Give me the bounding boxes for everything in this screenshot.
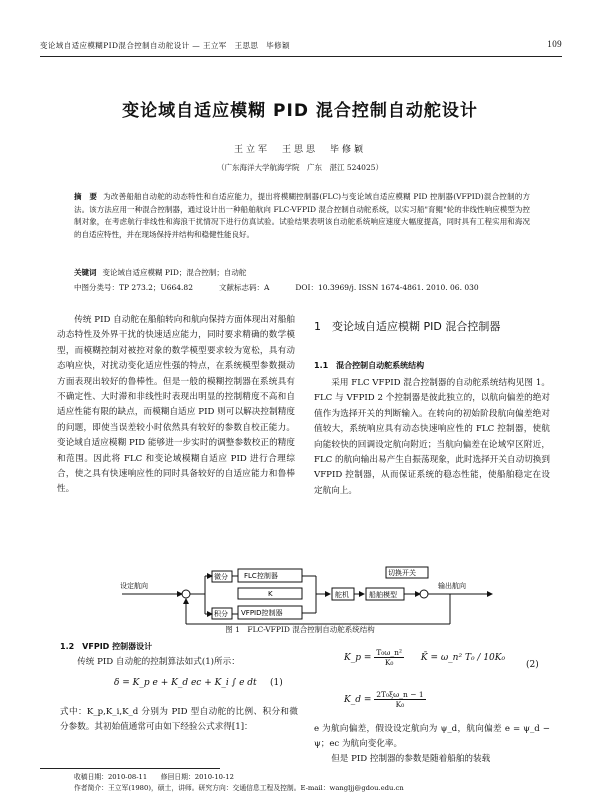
continuation-paragraph: 但是 PID 控制器的参数是随着船舶的装载 (331, 754, 491, 764)
abstract (74, 191, 530, 241)
subsection-heading: 1.2 VFPID 控制器设计 (60, 642, 153, 651)
paper-title: 变论域自适应模糊 PID 混合控制自动舵设计 (122, 101, 478, 121)
page-number: 109 (547, 39, 562, 49)
running-header (40, 40, 562, 51)
doi: DOI：10.3969/j. ISSN 1674-4861. 2010. 06. 030 (295, 283, 479, 292)
authors: 王立军 王思思 毕修颖 (233, 145, 366, 155)
block-flc-label: FLC控制器 (244, 572, 278, 580)
footnote-rule (40, 768, 220, 769)
classification-line (74, 282, 530, 293)
kbar: K̄ = ω_n² T₀ / 10K₀ (420, 653, 506, 663)
equation-1-number: (1) (270, 678, 283, 688)
block-gain-label: K (268, 590, 273, 598)
affiliation: （广东海洋大学航海学院 广东 湛江 524025） (216, 163, 383, 172)
block-steering-gear-label: 舵机 (335, 591, 349, 599)
abstract-label: 摘 要 (74, 192, 98, 201)
error-definition: e 为航向偏差，假设设定航向为 ψ_d，航向偏差 e = ψ_d − ψ；ec 为航向变化率。 (314, 724, 550, 750)
intro-paragraph: 传统 PID 自动舵在船舶转向和航向保持方面体现出对船舶动态特性及外界干扰的快速适应能力，同时要求精确的数学模型，而模糊控制对被控对象的数学模型要求较为宽松，具有动态响应快，对扰动变化适应性强的特点，在系统模型参数摄动方面表现出较好的鲁棒性。但是一般的模糊控制器在系统具有不确定性、大时滞和非线性时表现出明显的控制精度不高和自适应性能有限的缺点，而模糊自适应 PID 则可以解决控制精度的问题，即使当误差较小时依然具有较好的参数自校正能力。变论域自适应模糊 PID 能够进一步实时的调整参数校正的精度和范围。因此将 FLC 和变论域模糊自适应 PID 进行合理综合，使之具有快速响应性的同时具备较好的自适应能力和鲁棒性。 (57, 315, 295, 495)
clc-number: 中图分类号：TP 273.2；U664.82 (74, 283, 193, 292)
received-date: 收稿日期：2010-08-11 修回日期：2010-10-12 (74, 773, 234, 781)
equation-2-kd (344, 690, 426, 709)
equation-2-number: (2) (526, 660, 539, 670)
block-diagram (120, 566, 500, 626)
document-code: 文献标志码：A (218, 283, 270, 292)
section-heading: 1 变论域自适应模糊 PID 混合控制器 (314, 320, 501, 333)
pid-intro: 传统 PID 自动舵的控制算法如式(1)所示： (77, 657, 240, 667)
equation-1: δ = K_p e + K_d ec + K_i ∫ e dt (114, 678, 257, 688)
block-differentiator-label: 微分 (214, 573, 228, 581)
block-vfpid-label: VFPID控制器 (241, 609, 283, 617)
kp-numerator: T₀ω_n² (376, 648, 402, 657)
keywords-text: 变论域自适应模糊 PID；混合控制；自动舵 (102, 268, 247, 277)
kd-fraction (374, 690, 425, 709)
kd-denominator: K₀ (395, 700, 405, 709)
block-integrator-label: 积分 (214, 610, 228, 618)
abstract-text: 为改善船舶自动舵的动态特性和自适应能力，提出将模糊控制器(FLC)与变论域自适应模糊 PID 控制器(VFPID)混合控制的方法。该方法应用一种混合控制器，通过设计出一种船舶航向 FLC-VFPID 混合控制自动舵系统，以实习船"育鲲"轮的非线性响应模型为控制对象，在考虑航行非线性和海浪干扰情况下进行仿真试验。试验结果表明该自动舵系统响应速度大幅度提高，同时具有工程实用和海况的自适应特性，并在现场保持并结构和稳健性能良好。 (74, 192, 531, 239)
running-title: 变论域自适应模糊PID混合控制自动舵设计 — 王立军 王思思 毕修颖 (40, 41, 290, 50)
disturbance-junction (420, 590, 428, 598)
kp-fraction (374, 648, 404, 667)
figure-caption: 图 1 FLC-VFPID 混合控制自动舵系统结构 (225, 625, 375, 634)
header-rule (40, 56, 562, 57)
output-label: 输出航向 (438, 582, 466, 590)
kp-lhs: K_p = (344, 653, 372, 663)
switch-label: 切换开关 (388, 569, 416, 577)
block-ship-model-label: 船舶模型 (369, 591, 397, 599)
kd-numerator: 2T₀ξω_n − 1 (376, 690, 424, 699)
structure-paragraph: 采用 FLC VFPID 混合控制器的自动舵系统结构见图 1。FLC 与 VFPID 2 个控制器是彼此独立的，以航向偏差的绝对值作为选择开关的判断输入。在转向的初始阶段航向偏差绝对值较大，系统响应具有动态快速响应性的 FLC 控制器，使航向能较快的回调设定航向附近；当航向偏差在论域窄区附近，FLC 的航向输出易产生自振荡现象，此时选择开关自动切换到 VFPID 控制器，从而保证系统的稳态性能，使船舶稳定在设定航向上。 (314, 378, 550, 496)
input-label: 设定航向 (120, 582, 148, 590)
keywords-label: 关键词 (74, 268, 97, 277)
kp-denominator: K₀ (384, 658, 394, 667)
subsection-heading: 1.1 混合控制自动舵系统结构 (314, 361, 425, 370)
summing-junction (182, 590, 190, 598)
pid-parameters-paragraph: 式中：K_p,K_i,K_d 分别为 PID 型自动舵的比例、积分和微分参数。其初始值通常可由如下经验公式求得[1]： (60, 707, 298, 733)
equation-2-kp (344, 648, 505, 667)
keywords (74, 267, 530, 278)
author-bio: 作者简介：王立军(1980)，硕士，讲师。研究方向：交通信息工程及控制。E-mail：wangljj@gdou.edu.cn (74, 784, 404, 792)
kd-lhs: K_d = (344, 695, 372, 705)
